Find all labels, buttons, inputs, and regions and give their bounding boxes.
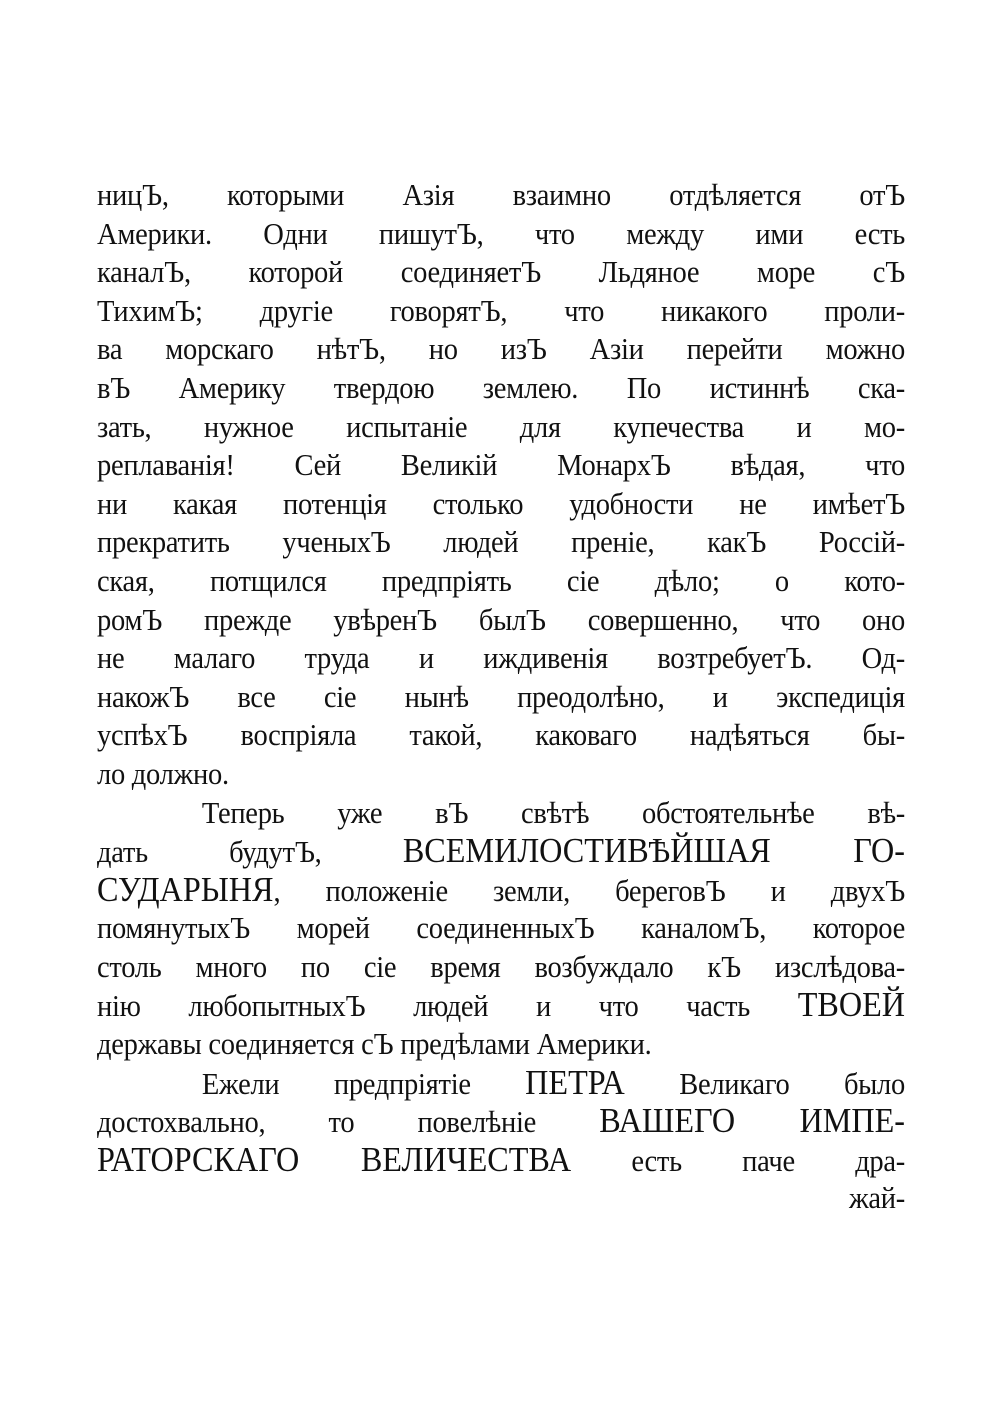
text-line-with-caps [97,1102,905,1141]
text-line-with-caps [97,871,905,910]
text-segment: дать будутЪ, [97,834,403,870]
text-line-with-caps [97,1141,905,1180]
text-segment: , положеніе земли, береговЪ и двухЪ [273,872,906,908]
text-line: помянутыхЪ морей соединенныхЪ каналомЪ, которое [97,910,906,946]
document-page [97,176,905,1218]
text-line: прекратить ученыхЪ людей преніе, какЪ Россій- [97,524,906,560]
caps-title-segment: ВАШЕГО ИМПЕ- [599,1101,906,1141]
caps-title-segment: СУДАРЫНЯ [97,869,274,909]
text-line: ва морскаго нѣтЪ, но изЪ Азіи перейти можно [97,331,906,367]
text-line: каналЪ, которой соединяетЪ Льдяное море сЪ [97,254,906,290]
text-line: вЪ Америку твердою землею. По истиннѣ ска- [97,369,906,405]
text-line: столь много по сіе время возбуждало кЪ изслѣдова- [97,948,906,984]
caps-title-segment: ПЕТРА [525,1062,625,1102]
paragraph-end-line: державы соединяется сЪ предѣлами Америки. [97,1026,652,1062]
text-line: ни какая потенція столько удобности не имѣетЪ [97,485,906,521]
text-segment: Великаго было [624,1065,906,1101]
text-line: ТихимЪ; другіе говорятЪ, что никакого проли- [97,292,906,328]
text-line: ромЪ прежде увѣренЪ былЪ совершенно, что оно [97,601,906,637]
text-line: успѣхЪ воспріяла такой, каковаго надѣяться бы- [97,717,906,753]
caps-title-segment: РАТОРСКАГО ВЕЛИЧЕСТВА [97,1139,572,1179]
paragraph-start-line [97,1064,905,1103]
text-line: Америки. Одни пишутЪ, что между ими есть [97,215,906,251]
text-line: зать, нужное испытаніе для купечества и мо- [97,408,906,444]
text-segment: достохвально, то повелѣніе [97,1104,600,1140]
text-line: реплаванія! Сей Великій МонархЪ вѣдая, что [97,447,906,483]
caps-title-segment: ВСЕМИЛОСТИВѢЙШАЯ ГО- [402,831,906,871]
catchword: жай- [848,1180,906,1216]
text-segment: есть паче дра- [571,1142,906,1178]
text-segment: Ежели предпріятіе [201,1065,526,1101]
paragraph-end-line: ло должно. [97,755,229,791]
text-line: накожЪ все сіе нынѣ преодолѣно, и экспедиція [97,678,906,714]
text-line-with-caps [97,832,905,871]
caps-title-segment: ТВОЕЙ [797,985,906,1025]
text-line: не малаго труда и иждивенія возтребуетЪ. Од- [97,640,906,676]
text-segment: нію любопытныхЪ людей и что часть [97,988,798,1024]
text-line: ская, потщился предпріять сіе дѣло; о кото- [97,562,906,598]
paragraph-start-line: Теперь уже вЪ свѣтѣ обстоятельнѣе вѣ- [201,794,906,830]
text-line-with-caps [97,986,905,1025]
text-line: ницЪ, которыми Азія взаимно отдѣляется отЪ [97,177,906,212]
